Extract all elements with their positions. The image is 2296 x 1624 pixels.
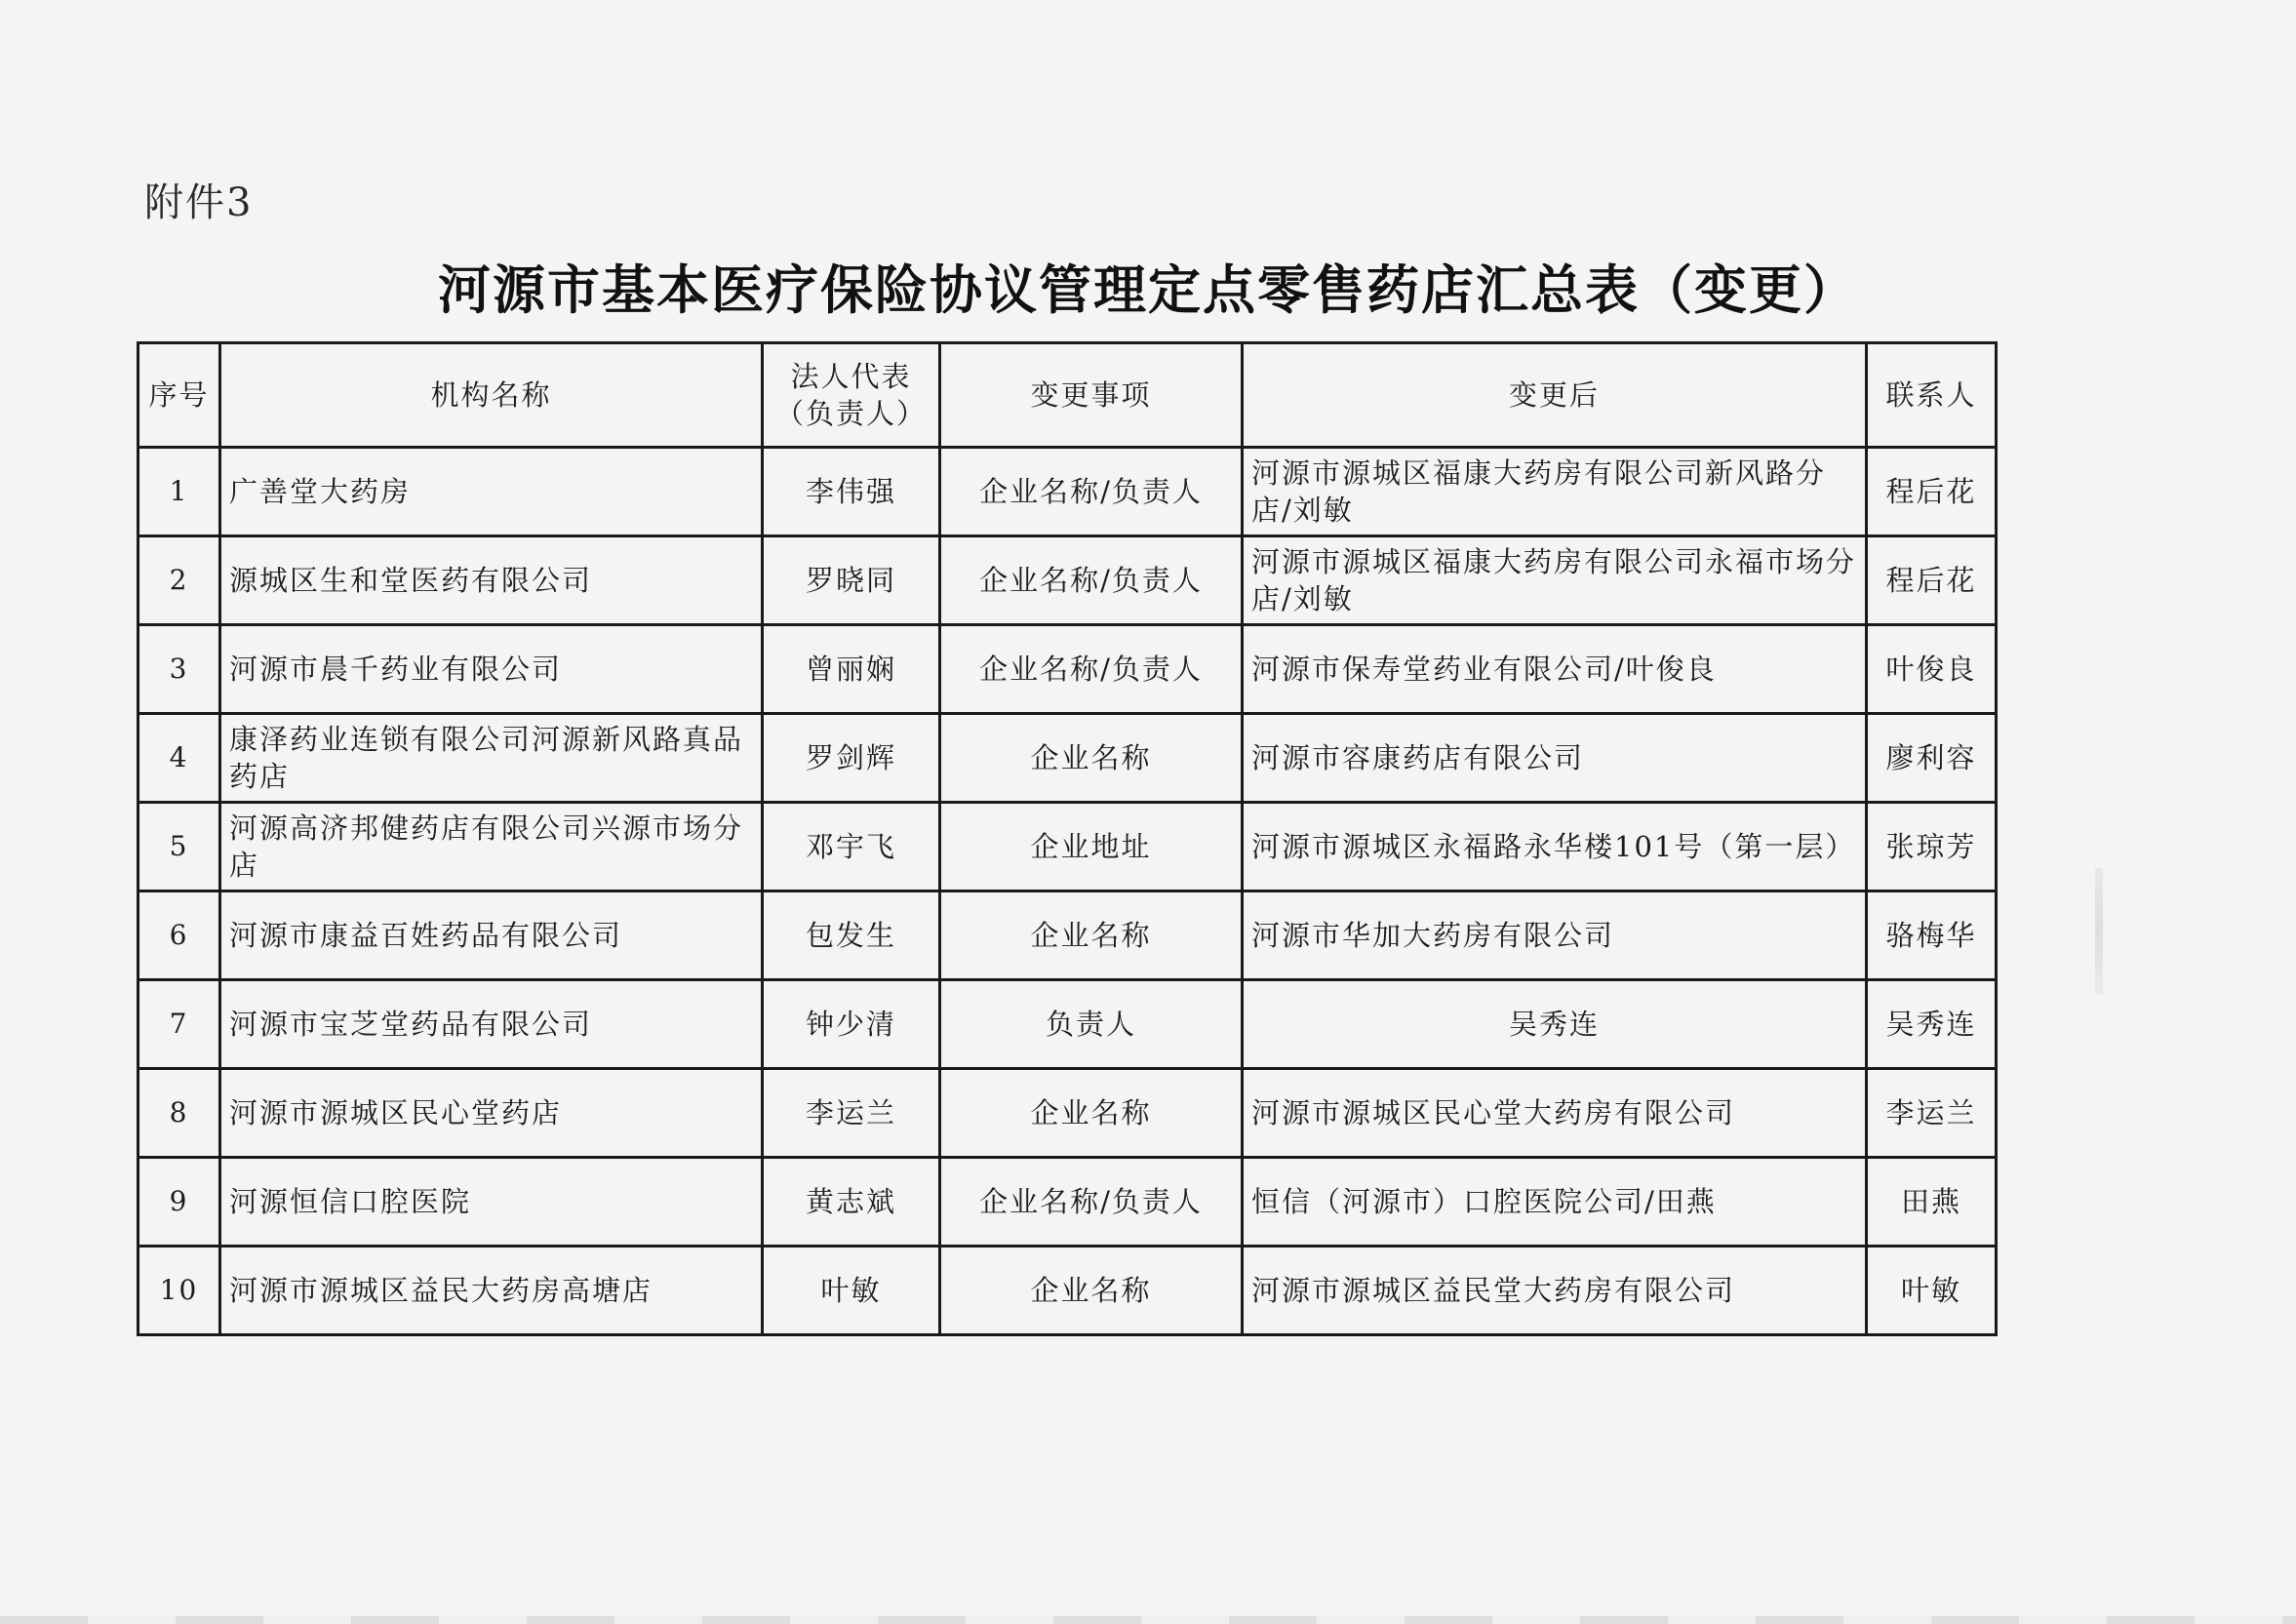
header-org-name: 机构名称 xyxy=(220,343,763,448)
cell-org-name: 河源恒信口腔医院 xyxy=(220,1158,763,1247)
cell-legal-rep: 罗晓同 xyxy=(763,536,940,625)
table-row xyxy=(139,980,1997,1069)
cell-org-name: 河源市源城区益民大药房高塘店 xyxy=(220,1247,763,1335)
cell-contact: 吴秀连 xyxy=(1867,980,1997,1069)
table-row xyxy=(139,1069,1997,1158)
cell-after-change: 河源市源城区福康大药房有限公司永福市场分店/刘敏 xyxy=(1243,536,1867,625)
cell-after-change: 河源市源城区益民堂大药房有限公司 xyxy=(1243,1247,1867,1335)
cell-change-item: 企业名称/负责人 xyxy=(940,448,1243,536)
cell-after-change: 河源市华加大药房有限公司 xyxy=(1243,891,1867,980)
cell-after-change: 河源市源城区永福路永华楼101号（第一层） xyxy=(1243,803,1867,891)
cell-org-name: 河源市晨千药业有限公司 xyxy=(220,625,763,714)
cell-index: 10 xyxy=(139,1247,220,1335)
cell-after-change: 河源市保寿堂药业有限公司/叶俊良 xyxy=(1243,625,1867,714)
cell-org-name: 广善堂大药房 xyxy=(220,448,763,536)
table-row xyxy=(139,891,1997,980)
cell-org-name: 河源市康益百姓药品有限公司 xyxy=(220,891,763,980)
cell-legal-rep: 叶敏 xyxy=(763,1247,940,1335)
cell-legal-rep: 李运兰 xyxy=(763,1069,940,1158)
cell-contact: 李运兰 xyxy=(1867,1069,1997,1158)
cell-contact: 程后花 xyxy=(1867,448,1997,536)
header-index: 序号 xyxy=(139,343,220,448)
cell-after-change: 恒信（河源市）口腔医院公司/田燕 xyxy=(1243,1158,1867,1247)
cell-change-item: 企业名称 xyxy=(940,714,1243,803)
cell-org-name: 康泽药业连锁有限公司河源新风路真品药店 xyxy=(220,714,763,803)
cell-after-change: 吴秀连 xyxy=(1243,980,1867,1069)
table-row xyxy=(139,1158,1997,1247)
summary-table xyxy=(137,341,1998,1336)
cell-change-item: 企业名称 xyxy=(940,891,1243,980)
cell-legal-rep: 曾丽娴 xyxy=(763,625,940,714)
cell-contact: 骆梅华 xyxy=(1867,891,1997,980)
document-title: 河源市基本医疗保险协议管理定点零售药店汇总表（变更） xyxy=(438,259,1858,321)
cell-contact: 叶敏 xyxy=(1867,1247,1997,1335)
cell-org-name: 河源高济邦健药店有限公司兴源市场分店 xyxy=(220,803,763,891)
cell-contact: 叶俊良 xyxy=(1867,625,1997,714)
cell-contact: 田燕 xyxy=(1867,1158,1997,1247)
cell-after-change: 河源市源城区福康大药房有限公司新风路分店/刘敏 xyxy=(1243,448,1867,536)
cell-change-item: 企业名称/负责人 xyxy=(940,625,1243,714)
cell-legal-rep: 钟少清 xyxy=(763,980,940,1069)
cell-contact: 张琼芳 xyxy=(1867,803,1997,891)
cell-change-item: 负责人 xyxy=(940,980,1243,1069)
cell-after-change: 河源市源城区民心堂大药房有限公司 xyxy=(1243,1069,1867,1158)
cell-org-name: 河源市宝芝堂药品有限公司 xyxy=(220,980,763,1069)
cell-index: 9 xyxy=(139,1158,220,1247)
cell-change-item: 企业名称/负责人 xyxy=(940,1158,1243,1247)
table-header-row xyxy=(139,343,1997,448)
cell-index: 1 xyxy=(139,448,220,536)
cell-after-change: 河源市容康药店有限公司 xyxy=(1243,714,1867,803)
cell-change-item: 企业名称/负责人 xyxy=(940,536,1243,625)
cell-legal-rep: 邓宇飞 xyxy=(763,803,940,891)
table-row xyxy=(139,803,1997,891)
cell-change-item: 企业地址 xyxy=(940,803,1243,891)
table-row xyxy=(139,448,1997,536)
scan-artifact xyxy=(2095,868,2103,995)
cell-org-name: 河源市源城区民心堂药店 xyxy=(220,1069,763,1158)
cell-legal-rep: 黄志斌 xyxy=(763,1158,940,1247)
table-row xyxy=(139,625,1997,714)
cell-index: 6 xyxy=(139,891,220,980)
cell-org-name: 源城区生和堂医药有限公司 xyxy=(220,536,763,625)
cell-index: 3 xyxy=(139,625,220,714)
cell-index: 7 xyxy=(139,980,220,1069)
cell-contact: 廖利容 xyxy=(1867,714,1997,803)
attachment-label: 附件3 xyxy=(144,180,254,225)
table-row xyxy=(139,714,1997,803)
cell-change-item: 企业名称 xyxy=(940,1069,1243,1158)
cell-index: 5 xyxy=(139,803,220,891)
cell-legal-rep: 李伟强 xyxy=(763,448,940,536)
header-after-change: 变更后 xyxy=(1243,343,1867,448)
cell-contact: 程后花 xyxy=(1867,536,1997,625)
header-contact: 联系人 xyxy=(1867,343,1997,448)
cell-index: 8 xyxy=(139,1069,220,1158)
table-row xyxy=(139,1247,1997,1335)
summary-table-container xyxy=(137,341,1995,1336)
cell-legal-rep: 包发生 xyxy=(763,891,940,980)
page-bottom-edge xyxy=(0,1616,2296,1624)
cell-index: 4 xyxy=(139,714,220,803)
header-change-item: 变更事项 xyxy=(940,343,1243,448)
cell-change-item: 企业名称 xyxy=(940,1247,1243,1335)
table-body xyxy=(139,448,1997,1335)
cell-index: 2 xyxy=(139,536,220,625)
cell-legal-rep: 罗剑辉 xyxy=(763,714,940,803)
header-legal-rep: 法人代表 （负责人） xyxy=(763,343,940,448)
table-row xyxy=(139,536,1997,625)
